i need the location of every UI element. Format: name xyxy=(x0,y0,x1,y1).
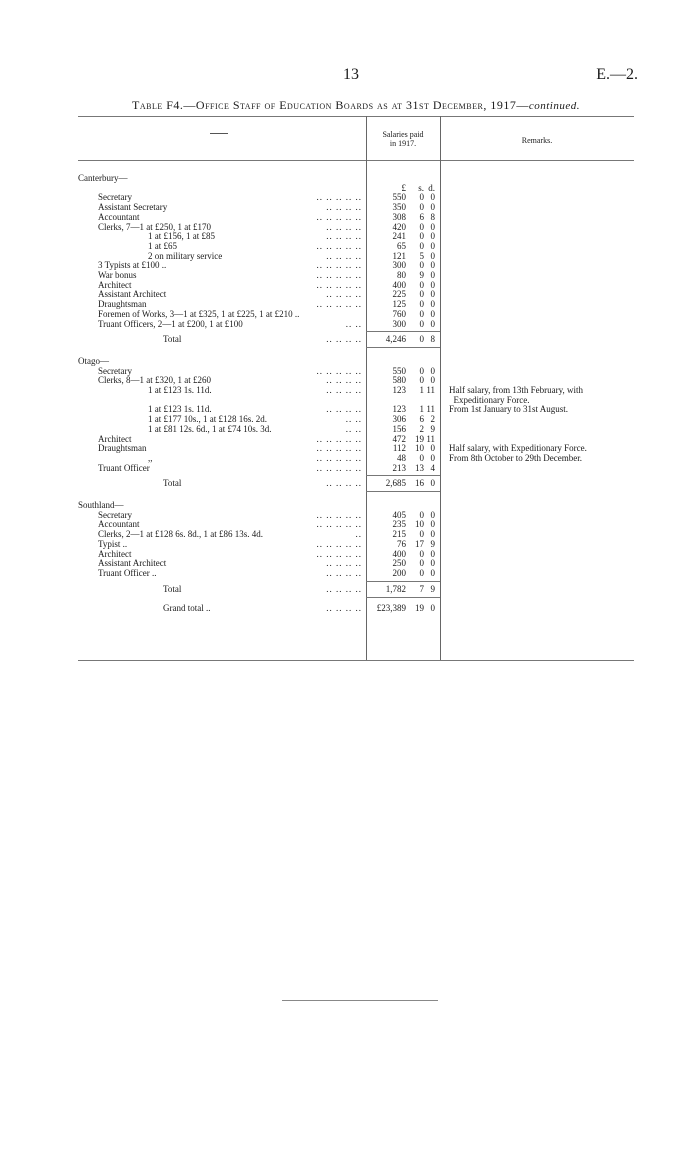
row-label: Foremen of Works, 3—1 at £325, 1 at £225, 1 at £210 .. xyxy=(98,308,300,319)
salary-pence: 8 xyxy=(430,334,435,345)
total-rule-bottom xyxy=(366,597,440,598)
table-row xyxy=(0,585,700,594)
salary-pounds: 225 xyxy=(392,289,406,300)
table-row xyxy=(0,376,700,385)
salary-pence: 0 xyxy=(430,452,435,463)
salary-shillings: 0 xyxy=(419,231,424,242)
row-leaders: .. .. .. .. .. xyxy=(316,519,362,530)
salary-pounds: 121 xyxy=(392,250,406,261)
salary-pence: 0 xyxy=(430,529,435,540)
row-leaders: .. .. .. .. .. xyxy=(316,192,362,203)
table-row xyxy=(0,261,700,270)
row-label: Assistant Architect xyxy=(98,289,167,300)
table-row xyxy=(0,464,700,473)
salary-shillings: 16 xyxy=(415,478,424,489)
row-leaders: .. .. .. .. xyxy=(326,567,362,578)
salary-pence: 0 xyxy=(430,231,435,242)
table-row xyxy=(0,415,700,424)
salary-pence: 11 xyxy=(426,385,435,395)
row-remark: Half salary, with Expeditionary Force. xyxy=(449,443,587,454)
row-leaders: .. .. xyxy=(345,414,362,425)
salary-shillings: 9 xyxy=(419,270,424,280)
row-label: Truant Officer xyxy=(98,462,150,473)
salary-pence: 0 xyxy=(430,567,435,578)
remarks-column-header: Remarks. xyxy=(521,136,553,145)
row-leaders: .. .. .. .. .. xyxy=(316,548,362,559)
row-label: Typist .. xyxy=(98,538,128,549)
salary-pence: 0 xyxy=(430,250,435,261)
row-leaders: .. .. .. .. .. xyxy=(316,211,362,222)
salary-pence: 0 xyxy=(430,548,435,559)
table-row xyxy=(0,569,700,578)
row-remark: Half salary, from 13th February, with xyxy=(449,385,584,395)
salary-pence: 0 xyxy=(430,558,435,569)
table-row xyxy=(0,511,700,520)
table-row xyxy=(0,501,700,510)
salary-shillings: 0 xyxy=(419,299,424,310)
row-label: Secretary xyxy=(98,509,132,520)
salary-shillings: 17 xyxy=(415,538,424,549)
row-label: Truant Officers, 2—1 at £200, 1 at £100 xyxy=(98,318,243,329)
row-leaders: .. .. .. .. xyxy=(326,334,362,345)
salary-shillings: 0 xyxy=(419,365,424,376)
row-label: Total xyxy=(163,478,182,489)
table-row xyxy=(0,520,700,529)
row-label: Total xyxy=(163,583,182,594)
salary-shillings: 2 xyxy=(419,423,424,434)
row-leaders: .. .. .. .. xyxy=(326,603,362,614)
table-row xyxy=(0,454,700,463)
row-leaders: .. .. .. .. .. xyxy=(316,260,362,271)
row-leaders: .. .. .. .. .. xyxy=(316,443,362,454)
row-leaders: .. .. .. .. xyxy=(326,583,362,594)
salary-shillings: 13 xyxy=(415,462,424,473)
row-label: Otago— xyxy=(78,355,109,366)
salary-shillings: 7 xyxy=(419,583,424,594)
row-remark: From 8th October to 29th December. xyxy=(449,452,582,463)
row-leaders: .. .. .. .. xyxy=(326,250,362,261)
salary-pence: 0 xyxy=(430,603,435,614)
salary-pounds: 472 xyxy=(392,433,406,444)
salary-shillings: 0 xyxy=(419,529,424,540)
salary-pounds: 112 xyxy=(392,443,406,454)
salary-pence: 0 xyxy=(430,375,435,386)
table-row xyxy=(0,479,700,488)
table-row xyxy=(0,405,700,414)
salary-shillings: 0 xyxy=(419,375,424,386)
row-leaders: .. .. .. .. xyxy=(326,558,362,569)
salary-pence: 0 xyxy=(430,289,435,300)
salary-shillings: 0 xyxy=(419,289,424,300)
table-row xyxy=(0,310,700,319)
table-row xyxy=(0,530,700,539)
salary-shillings: 0 xyxy=(419,318,424,329)
salary-pence: 9 xyxy=(430,583,435,594)
salary-pounds: 300 xyxy=(392,260,406,271)
total-rule-top xyxy=(366,331,440,332)
salary-pounds: 400 xyxy=(392,279,406,290)
row-label: 1 at £123 1s. 11d. xyxy=(148,385,212,395)
row-label: 1 at £123 1s. 11d. xyxy=(148,404,212,415)
row-label: Truant Officer .. xyxy=(98,567,157,578)
salary-pounds: 308 xyxy=(392,211,406,222)
salary-pounds: 300 xyxy=(392,318,406,329)
salary-shillings: 1 xyxy=(419,404,424,415)
salary-pounds: 213 xyxy=(392,462,406,473)
row-leaders: .. .. .. .. .. xyxy=(316,240,362,251)
salary-pounds: 156 xyxy=(392,423,406,434)
row-remark: Expeditionary Force. xyxy=(449,394,530,405)
salary-shillings: 6 xyxy=(419,211,424,222)
salary-pence: 0 xyxy=(430,308,435,319)
salary-shillings: 0 xyxy=(419,509,424,520)
salary-pounds: 350 xyxy=(392,202,406,213)
salary-pounds: 1,782 xyxy=(385,583,406,594)
row-label: Canterbury— xyxy=(78,173,128,183)
salary-pence: 11 xyxy=(426,404,435,415)
salary-shillings: 6 xyxy=(419,414,424,425)
salary-pounds: 405 xyxy=(392,509,406,520)
salary-shillings: 19 xyxy=(415,603,424,614)
row-leaders: .. .. .. .. xyxy=(326,221,362,232)
row-leaders: .. .. .. .. .. xyxy=(316,538,362,549)
salary-shillings: 10 xyxy=(415,443,424,454)
salary-pounds: 200 xyxy=(392,567,406,578)
salary-pounds: £ xyxy=(401,182,406,193)
salary-pence: 0 xyxy=(430,519,435,530)
salary-pence: 0 xyxy=(430,443,435,454)
salary-pence: 4 xyxy=(430,462,435,473)
salary-shillings: 0 xyxy=(419,558,424,569)
salary-shillings: 0 xyxy=(419,240,424,251)
salary-pence: d. xyxy=(428,182,435,193)
table-row xyxy=(0,290,700,299)
salary-pounds: 400 xyxy=(392,548,406,559)
salary-shillings: 0 xyxy=(419,192,424,203)
table-row xyxy=(0,193,700,202)
salary-pounds: 241 xyxy=(392,231,406,242)
salary-pence: 0 xyxy=(430,221,435,232)
total-rule-bottom xyxy=(366,491,440,492)
salary-pounds: 76 xyxy=(397,538,406,549)
table-row xyxy=(0,174,700,183)
row-leaders: .. xyxy=(355,529,362,540)
salary-shillings: 0 xyxy=(419,260,424,271)
salary-shillings: 0 xyxy=(419,308,424,319)
salary-pounds: 123 xyxy=(392,385,406,395)
row-label: Clerks, 7—1 at £250, 1 at £170 xyxy=(98,221,211,232)
table-row xyxy=(0,184,700,193)
salary-pence: 0 xyxy=(430,478,435,489)
table-row xyxy=(0,252,700,261)
row-label: Clerks, 2—1 at £128 6s. 8d., 1 at £86 13s. 4d. xyxy=(98,529,263,540)
salary-pence: 0 xyxy=(430,202,435,213)
salary-pounds: 215 xyxy=(392,529,406,540)
total-rule-bottom xyxy=(366,347,440,348)
page-bottom-rule xyxy=(282,1000,438,1001)
row-leaders: .. .. xyxy=(345,423,362,434)
salary-shillings: 5 xyxy=(419,250,424,261)
salary-pence: 0 xyxy=(430,240,435,251)
row-label: 3 Typists at £100 .. xyxy=(98,260,167,271)
table-row xyxy=(0,386,700,395)
salary-shillings: 0 xyxy=(419,279,424,290)
row-remark: From 1st January to 31st August. xyxy=(449,404,569,415)
row-label: 1 at £81 12s. 6d., 1 at £74 10s. 3d. xyxy=(148,423,272,434)
salary-pounds: 306 xyxy=(392,414,406,425)
salary-pounds: 550 xyxy=(392,192,406,203)
row-label: 1 at £156, 1 at £85 xyxy=(148,231,215,242)
total-rule-top xyxy=(366,475,440,476)
row-leaders: .. .. .. .. .. xyxy=(316,299,362,310)
table-row xyxy=(0,550,700,559)
salary-pence: 2 xyxy=(430,414,435,425)
caption-continued: continued. xyxy=(528,100,580,112)
row-label: ,, xyxy=(148,452,153,463)
row-label: Draughtsman xyxy=(98,299,147,310)
salary-shillings: 1 xyxy=(419,385,424,395)
salary-pounds: 580 xyxy=(392,375,406,386)
row-label: Assistant Secretary xyxy=(98,202,168,213)
document-reference: E.—2. xyxy=(596,66,638,83)
row-leaders: .. .. .. .. .. xyxy=(316,433,362,444)
table-row xyxy=(0,232,700,241)
salary-pounds: 760 xyxy=(392,308,406,319)
salary-shillings: s. xyxy=(418,182,424,193)
salary-pence: 8 xyxy=(430,211,435,222)
salary-pence: 9 xyxy=(430,423,435,434)
salary-pence: 0 xyxy=(430,192,435,203)
salary-shillings: 19 xyxy=(415,433,424,444)
table-row xyxy=(0,540,700,549)
salary-pence: 0 xyxy=(430,318,435,329)
table-row xyxy=(0,300,700,309)
salary-pounds: 550 xyxy=(392,365,406,376)
row-leaders: .. .. .. .. xyxy=(326,289,362,300)
row-leaders: .. .. .. .. xyxy=(326,404,362,415)
table-row xyxy=(0,604,700,613)
row-label: Accountant xyxy=(98,211,140,222)
table-row xyxy=(0,357,700,366)
salary-pounds: 420 xyxy=(392,221,406,232)
row-leaders: .. .. .. .. xyxy=(326,202,362,213)
row-label: 1 at £177 10s., 1 at £128 16s. 2d. xyxy=(148,414,267,425)
table-row xyxy=(0,242,700,251)
salary-pounds: 4,246 xyxy=(385,334,406,345)
row-label: War bonus xyxy=(98,270,137,280)
total-rule-top xyxy=(366,581,440,582)
salary-pounds: 48 xyxy=(397,452,406,463)
row-leaders: .. .. .. .. xyxy=(326,375,362,386)
row-label: Accountant xyxy=(98,519,140,530)
table-row xyxy=(0,559,700,568)
salary-pence: 11 xyxy=(426,433,435,444)
row-label: Secretary xyxy=(98,365,132,376)
caption-title: Table F4.—Office Staff of Education Boards as at 31st December, 1917— xyxy=(132,98,529,112)
table-row xyxy=(0,271,700,280)
table-row xyxy=(0,223,700,232)
salary-pence: 0 xyxy=(430,270,435,280)
row-label: Assistant Architect xyxy=(98,558,167,569)
table-row xyxy=(0,367,700,376)
row-leaders: .. .. .. .. .. xyxy=(316,270,362,280)
row-label: 1 at £65 xyxy=(148,240,177,251)
row-label: Secretary xyxy=(98,192,132,203)
row-leaders: .. .. .. .. .. xyxy=(316,365,362,376)
salaries-header-line2: in 1917. xyxy=(389,139,417,148)
salaries-header-line1: Salaries paid xyxy=(382,130,424,139)
salary-pence: 0 xyxy=(430,365,435,376)
salary-shillings: 0 xyxy=(419,202,424,213)
salary-shillings: 10 xyxy=(415,519,424,530)
table-row xyxy=(0,335,700,344)
salary-pounds: 123 xyxy=(392,404,406,415)
row-label: 2 on military service xyxy=(148,250,223,261)
salary-pence: 0 xyxy=(430,509,435,520)
table-row xyxy=(0,435,700,444)
row-label: Draughtsman xyxy=(98,443,147,454)
row-leaders: .. .. .. .. .. xyxy=(316,452,362,463)
page-number: 13 xyxy=(343,66,359,83)
salary-shillings: 0 xyxy=(419,452,424,463)
salary-shillings: 0 xyxy=(419,548,424,559)
table-row xyxy=(0,320,700,329)
salary-pence: 0 xyxy=(430,299,435,310)
row-label: Clerks, 8—1 at £320, 1 at £260 xyxy=(98,375,211,386)
row-label: Architect xyxy=(98,433,132,444)
table-row xyxy=(0,396,700,405)
row-leaders: .. .. .. .. .. xyxy=(316,462,362,473)
salary-pence: 0 xyxy=(430,260,435,271)
table-row xyxy=(0,203,700,212)
salary-shillings: 0 xyxy=(419,221,424,232)
row-label: Southland— xyxy=(78,500,124,510)
row-leaders: .. .. .. .. xyxy=(326,231,362,242)
salary-pounds: 80 xyxy=(397,270,406,280)
salary-pounds: 250 xyxy=(392,558,406,569)
salary-pounds: £23,389 xyxy=(376,603,406,614)
table-row xyxy=(0,281,700,290)
table-row xyxy=(0,444,700,453)
row-label: Grand total .. xyxy=(163,603,211,614)
salary-pence: 0 xyxy=(430,279,435,290)
salary-pounds: 2,685 xyxy=(385,478,406,489)
row-leaders: .. .. .. .. .. xyxy=(316,509,362,520)
row-leaders: .. .. .. .. xyxy=(326,478,362,489)
row-leaders: .. .. .. .. xyxy=(326,385,362,395)
table-row xyxy=(0,213,700,222)
row-label: Architect xyxy=(98,279,132,290)
row-label: Total xyxy=(163,334,182,345)
salary-pounds: 65 xyxy=(397,240,406,251)
salary-pence: 9 xyxy=(430,538,435,549)
salary-shillings: 0 xyxy=(419,567,424,578)
salary-shillings: 0 xyxy=(419,334,424,345)
salary-pounds: 125 xyxy=(392,299,406,310)
row-leaders: .. .. xyxy=(345,318,362,329)
row-label: Architect xyxy=(98,548,132,559)
table-row xyxy=(0,425,700,434)
row-leaders: .. .. .. .. .. xyxy=(316,279,362,290)
salary-pounds: 235 xyxy=(392,519,406,530)
